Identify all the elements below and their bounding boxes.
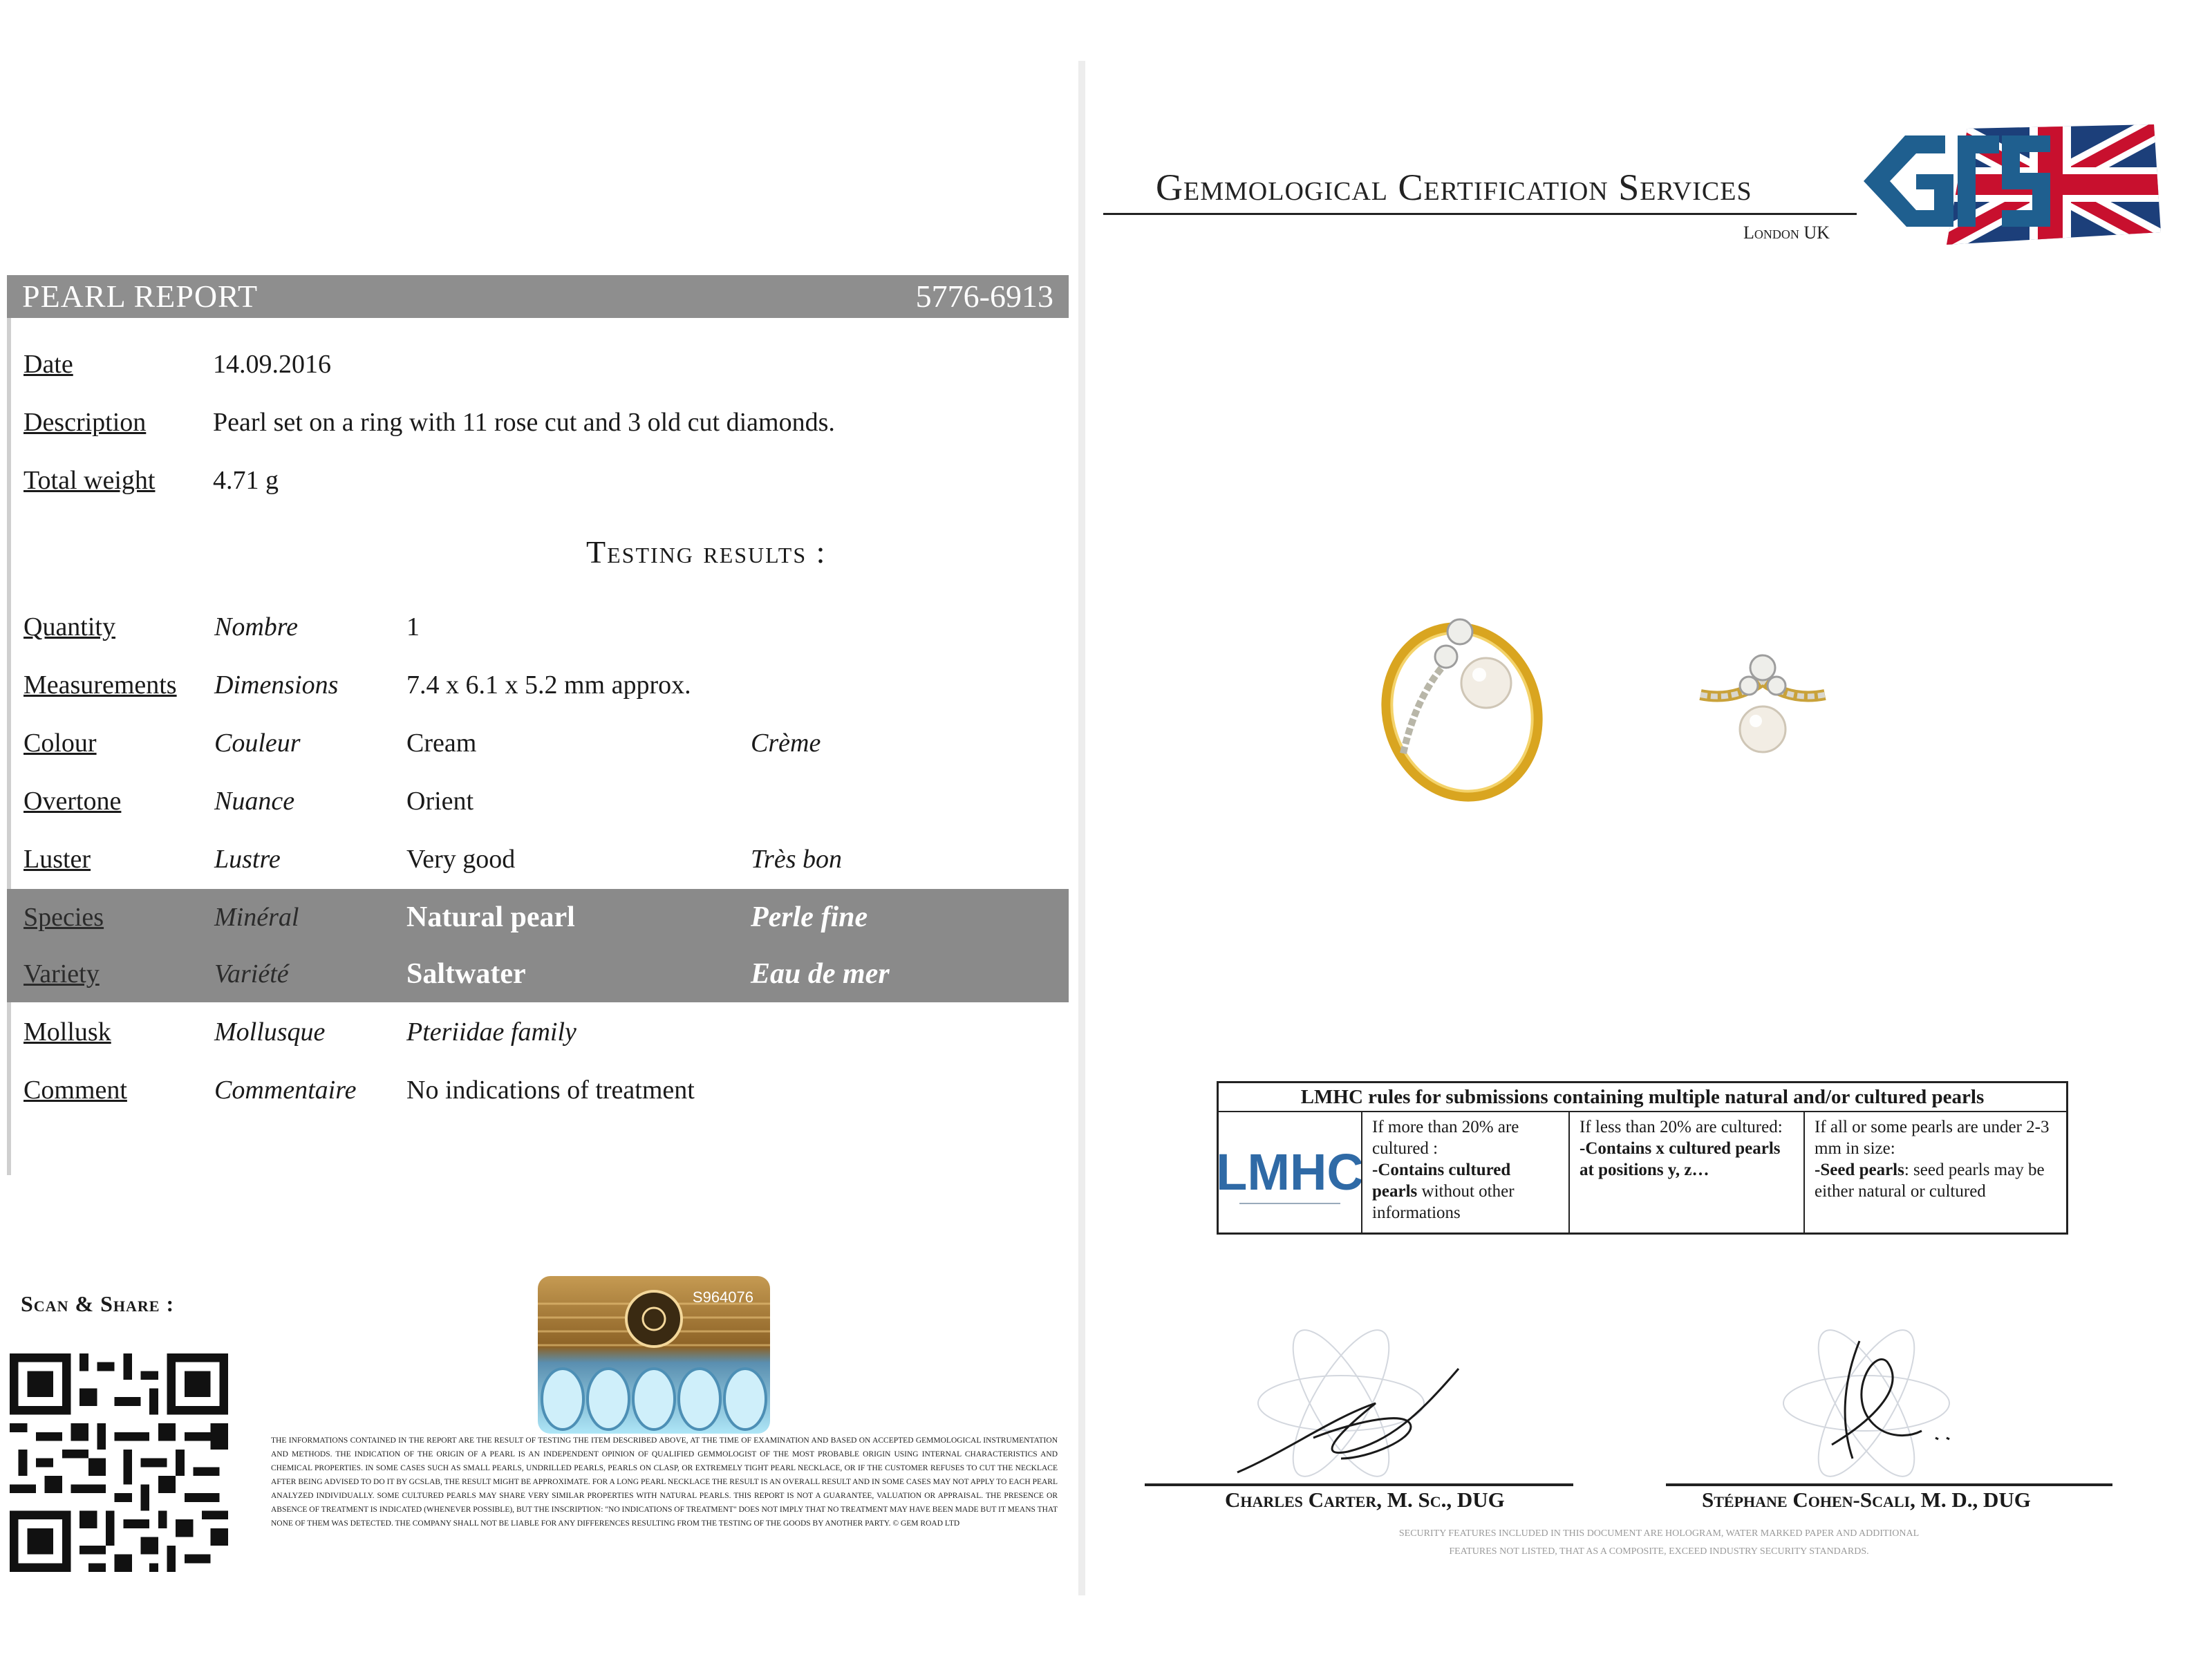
result-label-fr: Mollusque — [214, 1018, 326, 1047]
result-value: Very good — [406, 845, 516, 874]
lmhc-logo — [1219, 1112, 1361, 1232]
signatory-name-cohen-scali: Stéphane Cohen-Scali, M. D., DUG — [1702, 1488, 2031, 1512]
field-value: 4.71 g — [213, 466, 279, 495]
gcs-logo — [1864, 122, 2162, 247]
lmhc-rule-seed-pearls — [1803, 1112, 2062, 1232]
field-label: Date — [24, 350, 73, 379]
lmhc-rules-table — [1217, 1081, 2068, 1235]
rule-intro: If less than 20% are cultured: — [1580, 1118, 1783, 1136]
field-row-total-weight — [7, 452, 1069, 509]
result-label: Mollusk — [24, 1018, 111, 1047]
company-name: Gemmological Certification Services — [1156, 167, 1752, 208]
security-hologram — [538, 1276, 770, 1434]
lmhc-rule-less-than-20 — [1568, 1112, 1803, 1232]
result-row-overtone — [7, 773, 1069, 830]
result-label-fr: Couleur — [214, 729, 301, 758]
result-value: Orient — [406, 787, 474, 816]
scan-share-label: Scan & Share : — [21, 1291, 175, 1316]
rule-intro: If all or some pearls are under 2-3 mm in size: — [1815, 1118, 2050, 1158]
signatory-name-carter: Charles Carter, M. Sc., DUG — [1225, 1488, 1505, 1512]
result-label: Overtone — [24, 787, 122, 816]
result-value: Cream — [406, 729, 477, 758]
lmhc-title: LMHC rules for submissions containing multiple natural and/or cultured pearls — [1219, 1083, 2066, 1112]
result-value-fr: Crème — [751, 729, 821, 758]
result-value: Pteriidae family — [406, 1018, 577, 1047]
hologram-code: S964076 — [692, 1288, 753, 1306]
result-row-measurements — [7, 657, 1069, 713]
result-value-fr: Perle fine — [751, 901, 868, 933]
lmhc-logo-text: LMHC — [1219, 1143, 1361, 1201]
field-value: 14.09.2016 — [213, 350, 331, 379]
ring-images — [1376, 608, 1873, 836]
result-label-fr: Dimensions — [214, 671, 339, 700]
rule-bold: -Contains x cultured pearls at positions y, z… — [1580, 1139, 1781, 1179]
result-label: Measurements — [24, 671, 177, 700]
result-row-species — [7, 889, 1069, 946]
result-label: Species — [24, 903, 104, 932]
gcs-logo-graphic — [1864, 122, 2162, 247]
result-row-colour — [7, 715, 1069, 771]
result-row-mollusk — [7, 1004, 1069, 1060]
lmhc-logo-graphic — [1219, 1112, 1361, 1232]
qr-code[interactable] — [10, 1353, 228, 1572]
result-label: Comment — [24, 1076, 127, 1105]
jewelry-photos — [1376, 608, 1873, 836]
rule-intro: If more than 20% are cultured : — [1372, 1118, 1519, 1158]
field-label: Description — [24, 408, 147, 437]
result-value: 1 — [406, 612, 420, 641]
lmhc-rule-more-than-20 — [1361, 1112, 1568, 1232]
result-label-fr: Minéral — [214, 903, 299, 932]
result-label: Quantity — [24, 612, 115, 641]
result-label: Variety — [24, 959, 100, 988]
report-number: 5776-6913 — [915, 279, 1053, 314]
result-value: Natural pearl — [406, 901, 575, 933]
result-row-variety — [7, 946, 1069, 1002]
field-row-date — [7, 336, 1069, 393]
company-location: London UK — [1743, 223, 1830, 243]
result-label-fr: Variété — [214, 959, 289, 988]
ring-front-view — [1700, 655, 1825, 752]
result-value: 7.4 x 6.1 x 5.2 mm approx. — [406, 671, 691, 700]
result-value-fr: Très bon — [751, 845, 842, 874]
result-row-comment — [7, 1062, 1069, 1118]
result-label-fr: Lustre — [214, 845, 281, 874]
result-value: Saltwater — [406, 958, 526, 990]
result-label-fr: Nuance — [214, 787, 295, 816]
signature-cohen-scali — [1770, 1320, 2046, 1493]
result-label: Luster — [24, 845, 91, 874]
rule-bold: -Contains cultured pearls — [1372, 1161, 1511, 1201]
result-value-fr: Eau de mer — [751, 958, 890, 990]
field-value: Pearl set on a ring with 11 rose cut and 3 old cut diamonds. — [213, 408, 835, 437]
brand-underline — [1103, 213, 1857, 215]
signature-carter — [1230, 1320, 1507, 1493]
result-label-fr: Nombre — [214, 612, 299, 641]
page-fold — [1078, 61, 1085, 1595]
legal-disclaimer: THE INFORMATIONS CONTAINED IN THE REPORT ARE THE RESULT OF TESTING THE ITEM DESCRIBED ABOVE, AT THE TIME OF EXAMINATION AND BASED ON ACCEPTED GEMMOLOGICAL INSTRUMENTATION AND METHODS. THE INDICATION OF THE ORIGIN OF A PEARL IS AN INDEPENDENT OPINION OF QUALIFIED GEMMOLOGIST OF THE MOST PROBABLE ORIGIN USING INTERNAL CHARACTERISTICS AND CHEMICAL PROPERTIES. IN SOME CASES SUCH AS SMALL PEARLS, UNDRILLED PEARLS, PEARLS ON CLASP, OR EXTREMELY TIGHT PEARL NECKLACE, OR IF THE CUSTOMER REFUSES TO CUT THE NECKLACE AFTER BEING ADVISED TO DO IT BY GCSLAB, THE RESULT MIGHT BE APPROXIMATE. FOR A LONG PEARL NECKLACE THE RESULT IS AN OVERALL RESULT AND IN SOME CASES MAY NOT APPLY TO EACH PEARL ANALYZED INDIVIDUALLY. SOME CULTURED PEARLS MAY SHARE VERY SIMILAR PROPERTIES WITH NATURAL PEARLS. THIS REPORT IS NOT A GUARANTEE, VALUATION OR APPRAISAL. THE PRESENCE OR ABSENCE OF TREATMENT IS INDICATED (WHENEVER POSSIBLE), BUT THE INSCRIPTION: "NO INDICATIONS OF TREATMENT" DOES NOT IMPLY THAT NO TREATMENT MAY HAVE BEEN MADE BUT IT MEANS THAT NONE OF THEM WAS DETECTED. THE COMPANY SHALL NOT BE LIABLE FOR ANY DIFFERENCES RESULTING FROM THE TESTING OF THE GOODS BY ANOTHER PARTY. © GEM ROAD LTD — [271, 1436, 1058, 1528]
rule-bold: -Seed pearls — [1815, 1161, 1904, 1179]
result-label-fr: Commentaire — [214, 1076, 357, 1105]
signature-line-cohen-scali — [1666, 1483, 2112, 1486]
testing-results-heading: Testing results : — [586, 534, 827, 570]
result-row-luster — [7, 831, 1069, 888]
field-row-description — [7, 394, 1069, 451]
rule-rest: : seed pearls may be either natural or cultured — [1815, 1161, 2045, 1201]
report-header-bar — [7, 275, 1069, 318]
result-value: No indications of treatment — [406, 1076, 695, 1105]
report-title: PEARL REPORT — [22, 279, 259, 314]
security-features-note: SECURITY FEATURES INCLUDED IN THIS DOCUMENT ARE HOLOGRAM, WATER MARKED PAPER AND ADDITIONAL FEATURES NOT LISTED, THAT AS A COMPOSITE, EXCEED INDUSTRY SECURITY STANDARDS. — [1398, 1528, 1920, 1557]
pearl-report-page — [0, 0, 1078, 1659]
field-label: Total weight — [24, 466, 156, 495]
ring-side-view — [1376, 608, 1559, 816]
signature-line-carter — [1145, 1483, 1573, 1486]
rule-rest: without other informations — [1372, 1182, 1515, 1222]
result-row-quantity — [7, 599, 1069, 655]
result-label: Colour — [24, 729, 97, 758]
